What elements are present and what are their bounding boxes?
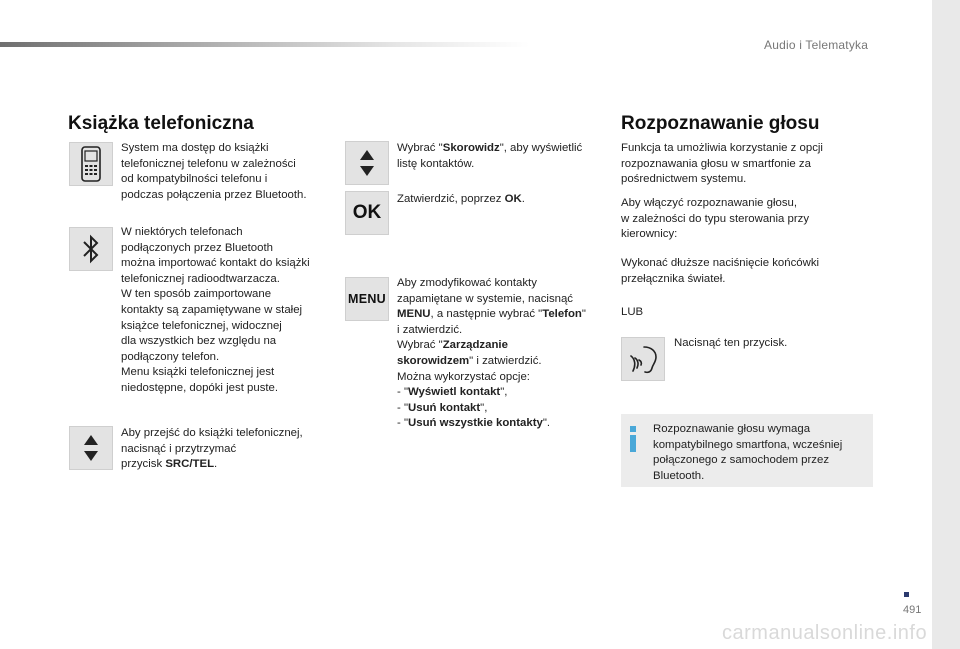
bluetooth-icon xyxy=(81,232,101,266)
ok-button-icon: OK xyxy=(345,191,389,235)
page-marker xyxy=(904,592,909,597)
voice-intro-text: Funkcja ta umożliwia korzystanie z opcji rozpoznawania głosu w smartfonie za pośrednictwem systemu. xyxy=(621,142,823,186)
menu-button-icon: MENU xyxy=(345,277,389,321)
contacts-manage-text: Aby zmodyfikować kontakty zapamiętane w systemie, nacisnąć MENU, a następnie wybrać "Telefon" i zatwierdzić. Wybrać "Zarządzanie skorowidzem" i zatwierdzić. Można wykorzystać opcje: - "Wyświetl kontakt", - "Usuń kontakt", - "Usuń wszystkie kontakty". xyxy=(397,277,586,430)
phone-icon-box xyxy=(69,142,113,186)
voice-recognition-heading: Rozpoznawanie głosu xyxy=(621,113,820,134)
voice-command-icon xyxy=(625,341,661,377)
section-title: Audio i Telematyka xyxy=(764,38,869,52)
info-note-box xyxy=(621,414,873,487)
info-icon xyxy=(629,426,637,452)
info-note-text: Rozpoznawanie głosu wymaga kompatybilnego smartfona, wcześniej połączonego z samochodem przez Bluetooth. xyxy=(653,423,843,482)
header-gradient-bar xyxy=(0,42,530,47)
press-button-text: Nacisnąć ten przycisk. xyxy=(674,337,788,349)
voice-button-box xyxy=(621,337,665,381)
up-down-arrows-icon xyxy=(82,431,100,465)
src-tel-arrows-box xyxy=(69,426,113,470)
phonebook-intro-text: System ma dostęp do książki telefonicznej telefonu w zależności od kompatybilności telefonu i podczas połączenia przez Bluetooth. xyxy=(121,142,307,201)
page-edge-strip xyxy=(932,0,960,649)
light-stalk-text: Wykonać dłuższe naciśnięcie końcówki przełącznika świateł. xyxy=(621,257,820,285)
mobile-phone-icon xyxy=(80,146,102,182)
directory-select-text: Wybrać "Skorowidz", aby wyświetlić listę kontaktów. xyxy=(397,142,583,170)
phonebook-access-text: Aby przejść do książki telefonicznej, nacisnąć i przytrzymać przycisk SRC/TEL. xyxy=(121,427,303,471)
bluetooth-icon-box xyxy=(69,227,113,271)
voice-activate-text: Aby włączyć rozpoznawanie głosu, w zależności do typu sterowania przy kierownicy: xyxy=(621,197,810,241)
directory-arrows-box xyxy=(345,141,389,185)
up-down-arrows-icon xyxy=(358,146,376,180)
or-label: LUB xyxy=(621,306,644,318)
bluetooth-import-text: W niektórych telefonach podłączonych przez Bluetooth można importować kontakt do książki telefonicznej radioodtwarzacza. W ten sposób zaimportowane kontakty są zapamiętywane w stałej książce telefonicznej, widocznej dla wszystkich bez względu na podłączony telefon. Menu książki telefonicznej jest niedostępne, dopóki jest puste. xyxy=(121,226,310,394)
page-number: 491 xyxy=(903,604,922,616)
phonebook-heading: Książka telefoniczna xyxy=(68,113,254,134)
watermark: carmanualsonline.info xyxy=(722,622,928,644)
confirm-ok-text: Zatwierdzić, poprzez OK. xyxy=(397,193,525,205)
